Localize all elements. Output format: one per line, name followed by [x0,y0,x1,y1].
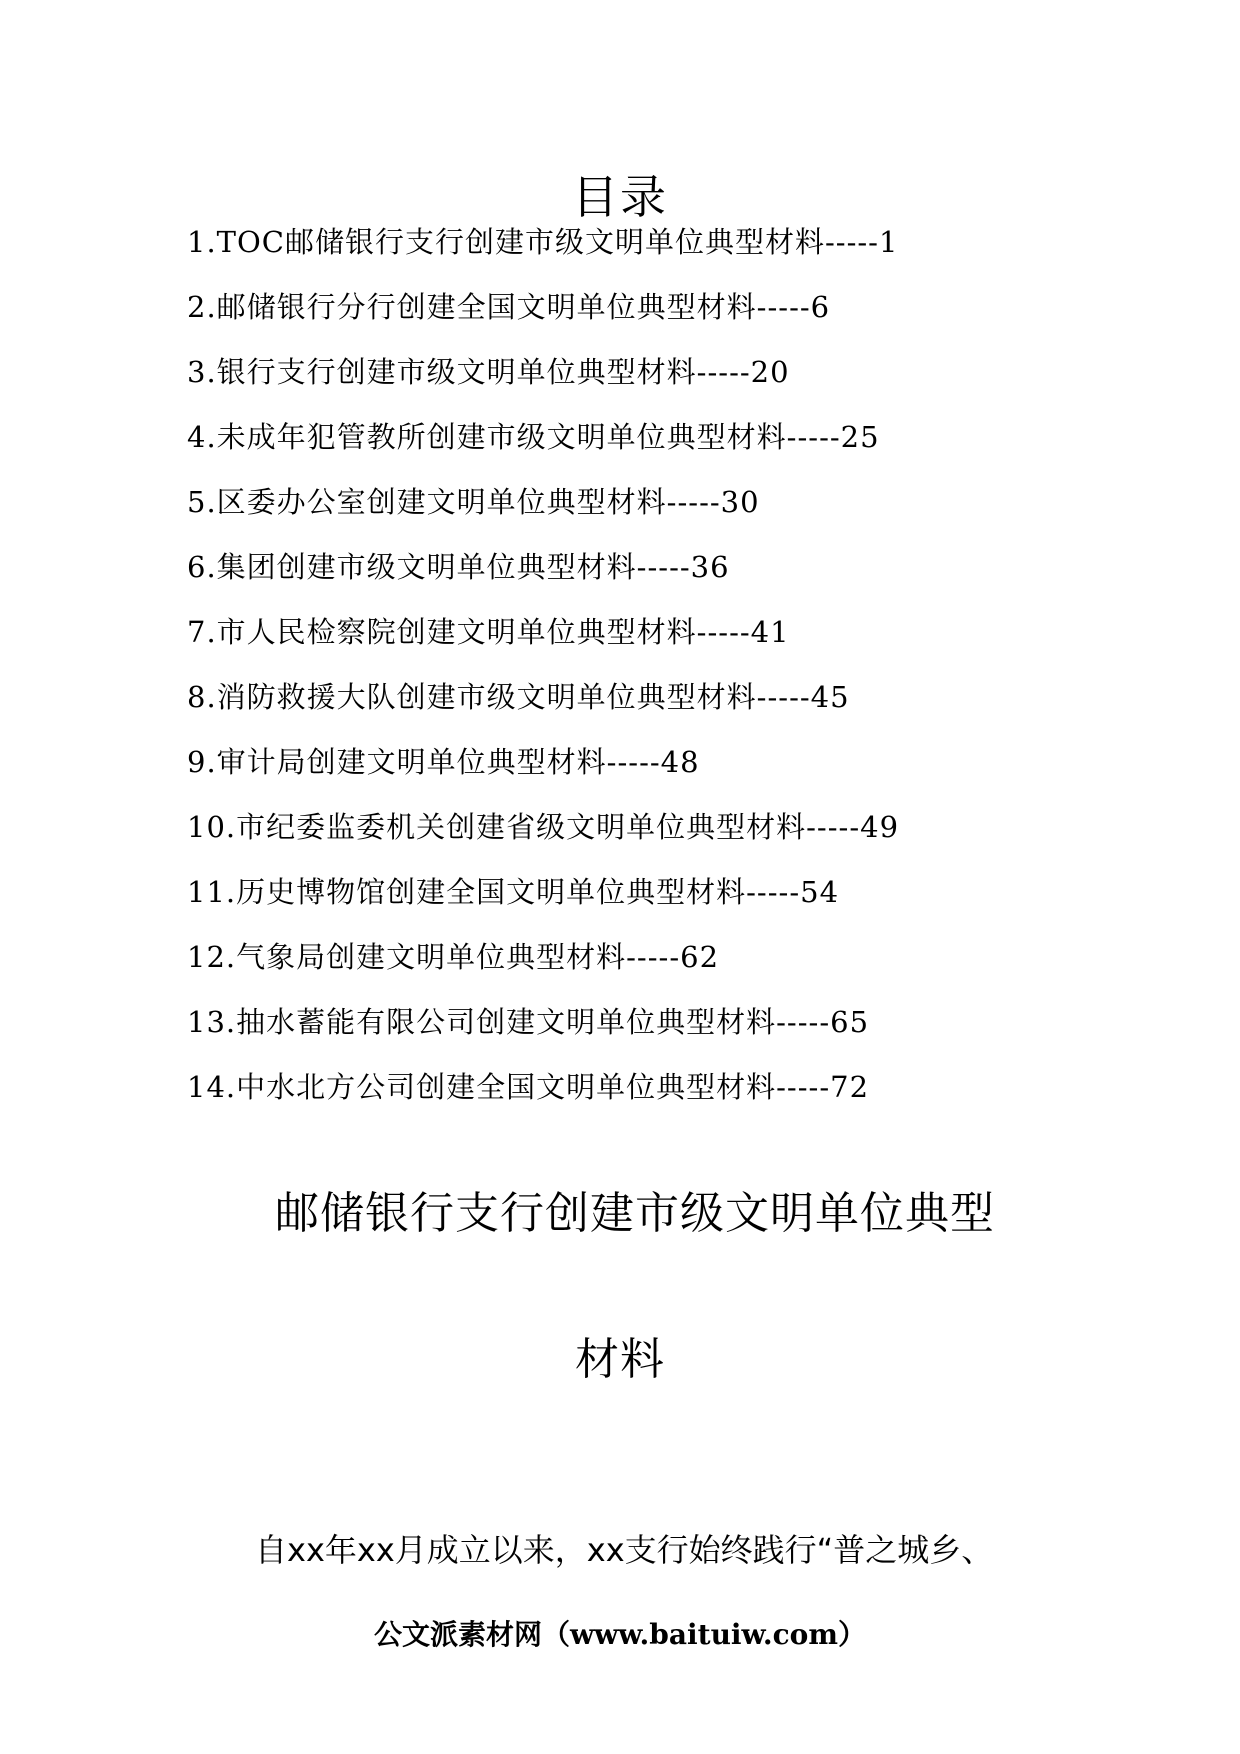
toc-item[interactable]: 12.气象局创建文明单位典型材料-----62 [187,940,720,974]
toc-item[interactable]: 8.消防救援大队创建市级文明单位典型材料-----45 [187,680,850,714]
article-first-paragraph: 自xx年xx月成立以来，xx支行始终践行“普之城乡、 [255,1531,994,1569]
toc-list [187,210,899,1120]
toc-item[interactable]: 3.银行支行创建市级文明单位典型材料-----20 [187,355,790,389]
toc-item[interactable]: 13.抽水蓄能有限公司创建文明单位典型材料-----65 [187,1005,870,1039]
toc-item[interactable]: 14.中水北方公司创建全国文明单位典型材料-----72 [187,1070,870,1104]
toc-item[interactable]: 6.集团创建市级文明单位典型材料-----36 [187,550,730,584]
toc-item[interactable]: 1.TOC邮储银行支行创建市级文明单位典型材料-----1 [187,225,899,259]
toc-item[interactable]: 10.市纪委监委机关创建省级文明单位典型材料-----49 [187,810,900,844]
toc-item[interactable]: 2.邮储银行分行创建全国文明单位典型材料-----6 [187,290,831,324]
toc-item[interactable]: 11.历史博物馆创建全国文明单位典型材料-----54 [187,875,840,909]
toc-title: 目录 [572,170,668,224]
page-footer-watermark: 公文派素材网（www.baituiw.com） [374,1618,866,1651]
toc-item[interactable]: 9.审计局创建文明单位典型材料-----48 [187,745,700,779]
article-title-line1: 邮储银行支行创建市级文明单位典型 [275,1188,995,1239]
toc-item[interactable]: 7.市人民检察院创建文明单位典型材料-----41 [187,615,790,649]
article-title-line2: 材料 [575,1334,665,1385]
toc-item[interactable]: 4.未成年犯管教所创建市级文明单位典型材料-----25 [187,420,880,454]
toc-item[interactable]: 5.区委办公室创建文明单位典型材料-----30 [187,485,760,519]
